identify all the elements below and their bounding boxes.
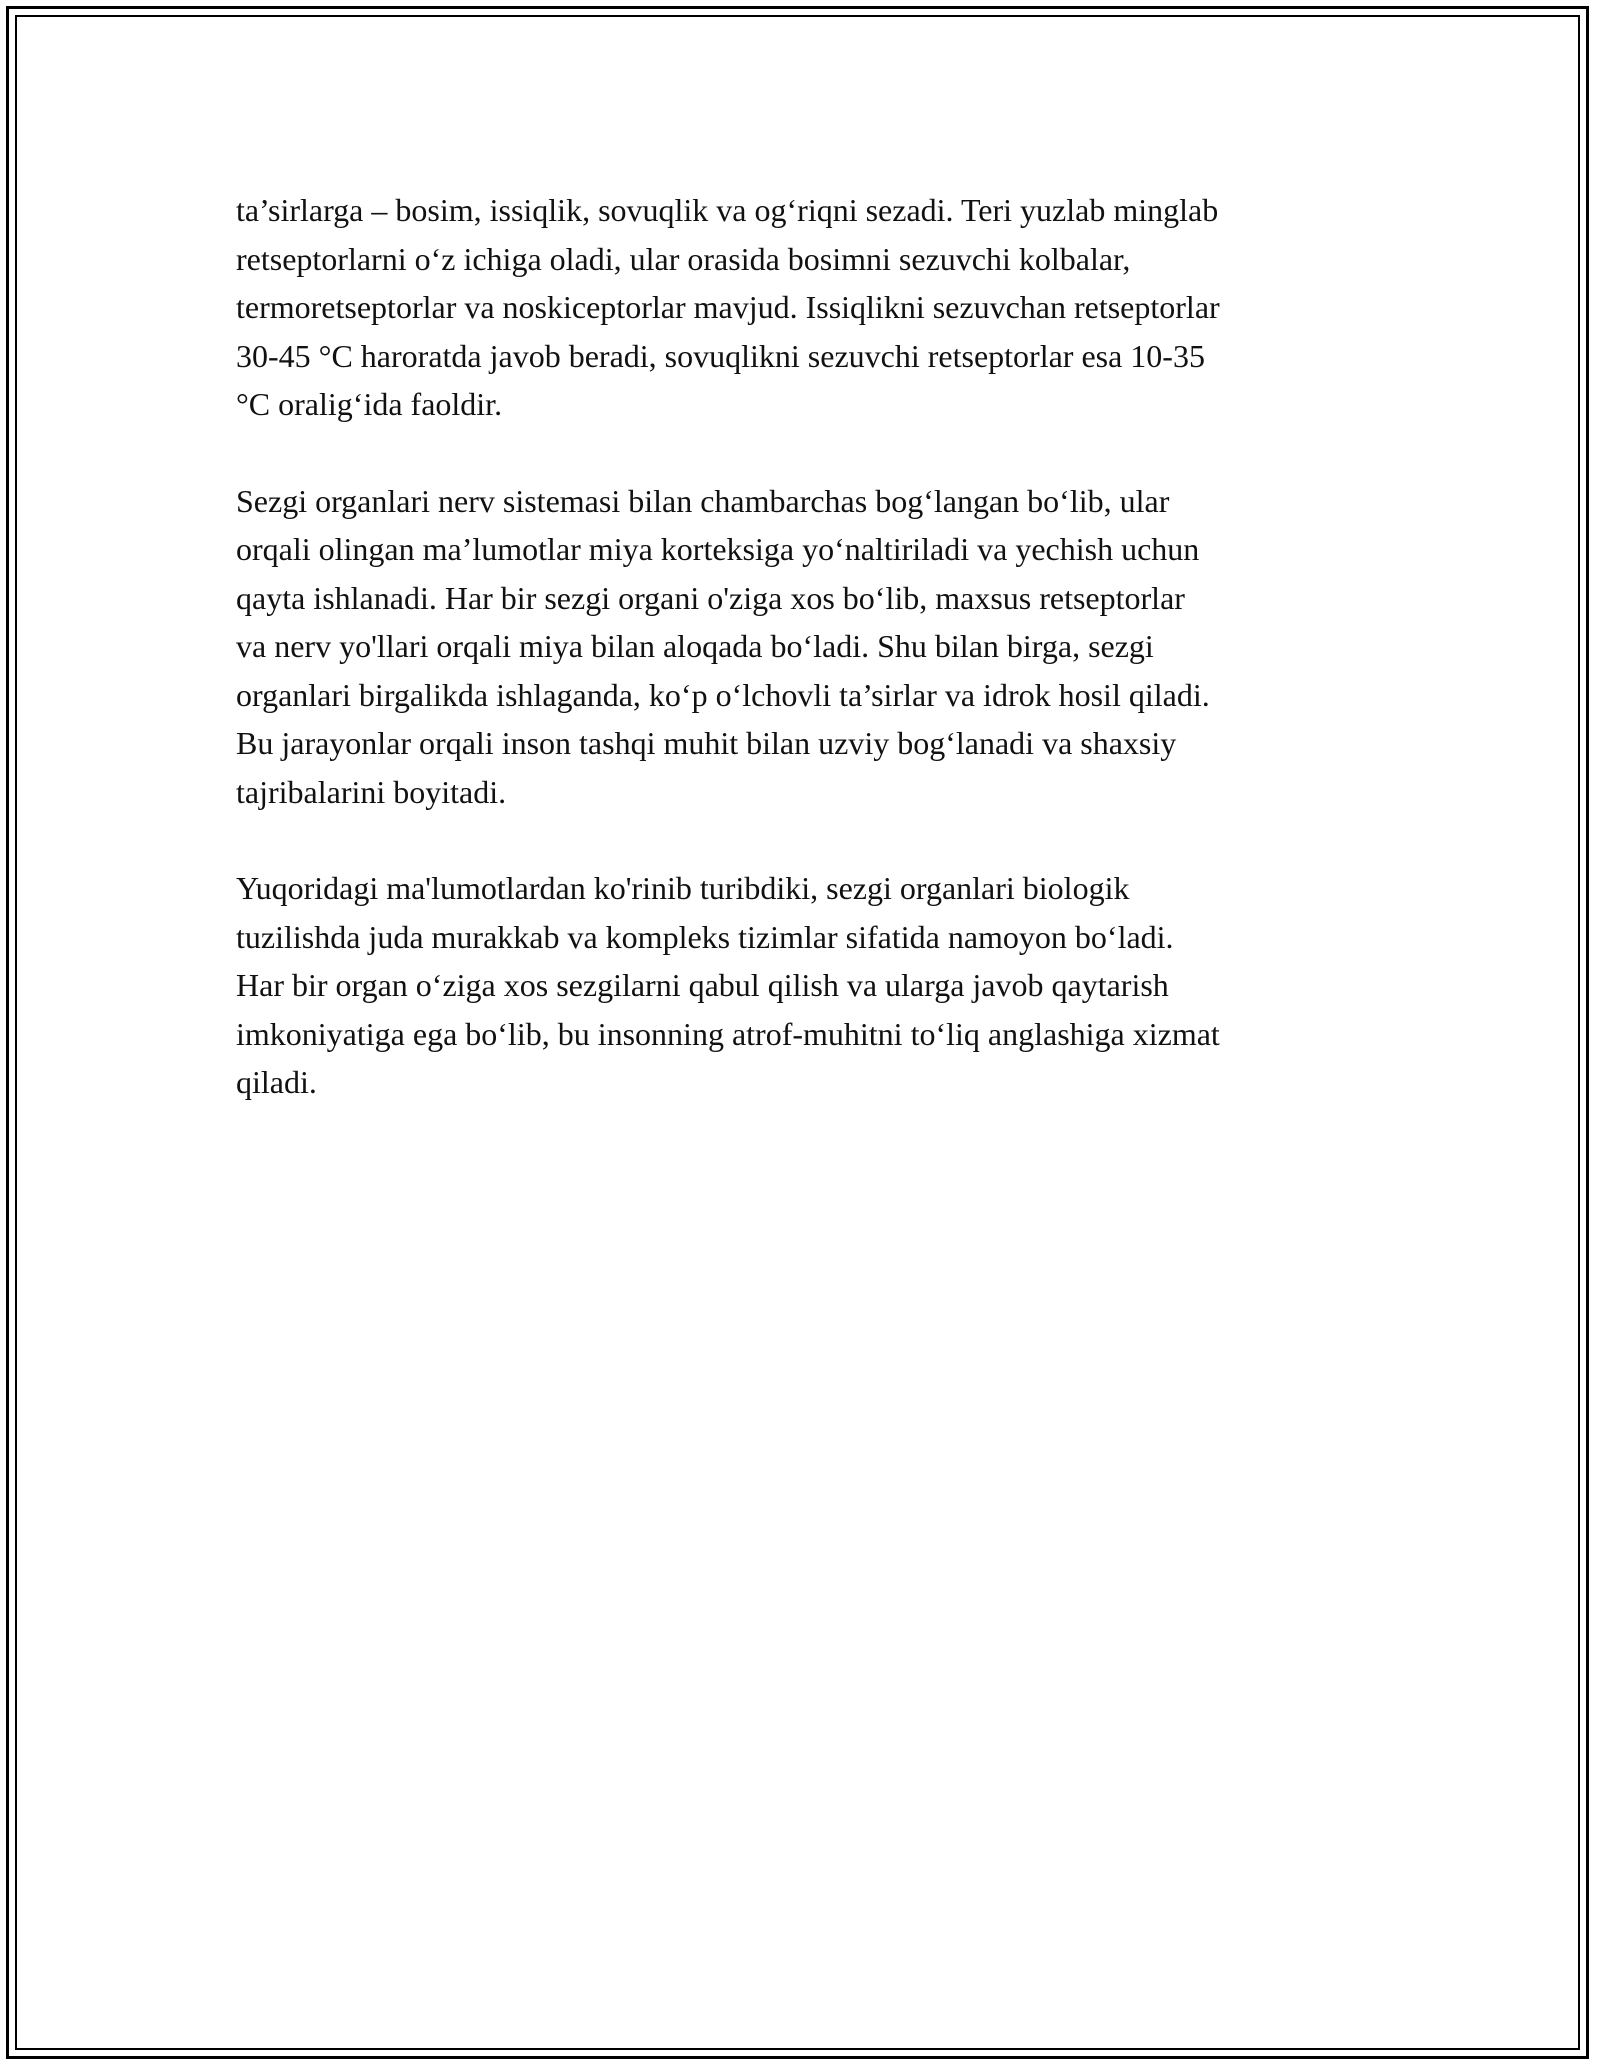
paragraph-2 [236, 477, 1376, 817]
text-line: imkoniyatiga ega bo‘lib, bu insonning atrof-muhitni to‘liq anglashiga xizmat [236, 1015, 1220, 1052]
text-line: Har bir organ o‘ziga xos sezgilarni qabul qilish va ularga javob qaytarish [236, 967, 1169, 1003]
paragraph-1 [236, 186, 1376, 429]
text-line: organlari birgalikda ishlaganda, ko‘p o‘lchovli ta’sirlar va idrok hosil qiladi. [236, 676, 1210, 713]
text-line: retseptorlarni o‘z ichiga oladi, ular orasida bosimni sezuvchi kolbalar, [236, 240, 1131, 277]
paragraph-3 [236, 864, 1376, 1107]
text-line: va nerv yo'llari orqali miya bilan aloqada bo‘ladi. Shu bilan birga, sezgi [236, 628, 1154, 664]
text-line: termoretseptorlar va noskiceptorlar mavjud. Issiqlikni sezuvchan retseptorlar [236, 289, 1220, 325]
text-line: tuzilishda juda murakkab va kompleks tizimlar sifatida namoyon bo‘ladi. [236, 918, 1174, 955]
document-body [236, 186, 1376, 1155]
text-line: Sezgi organlari nerv sistemasi bilan chambarchas bog‘langan bo‘lib, ular [236, 482, 1170, 519]
text-line: tajribalarini boyitadi. [236, 773, 507, 810]
text-line: 30-45 °C haroratda javob beradi, sovuqlikni sezuvchi retseptorlar esa 10-35 [236, 337, 1205, 374]
text-line: qayta ishlanadi. Har bir sezgi organi o'ziga xos bo‘lib, maxsus retseptorlar [236, 579, 1185, 616]
text-line: ta’sirlarga – bosim, issiqlik, sovuqlik va og‘riqni sezadi. Teri yuzlab minglab [236, 192, 1219, 228]
text-line: qiladi. [236, 1064, 317, 1100]
text-line: Bu jarayonlar orqali inson tashqi muhit bilan uzviy bog‘lanadi va shaxsiy [236, 725, 1177, 761]
text-line: orqali olingan ma’lumotlar miya korteksiga yo‘naltiriladi va yechish uchun [236, 531, 1200, 567]
text-line: Yuqoridagi ma'lumotlardan ko'rinib turibdiki, sezgi organlari biologik [236, 870, 1130, 906]
text-line: °C oralig‘ida faoldir. [236, 386, 503, 422]
